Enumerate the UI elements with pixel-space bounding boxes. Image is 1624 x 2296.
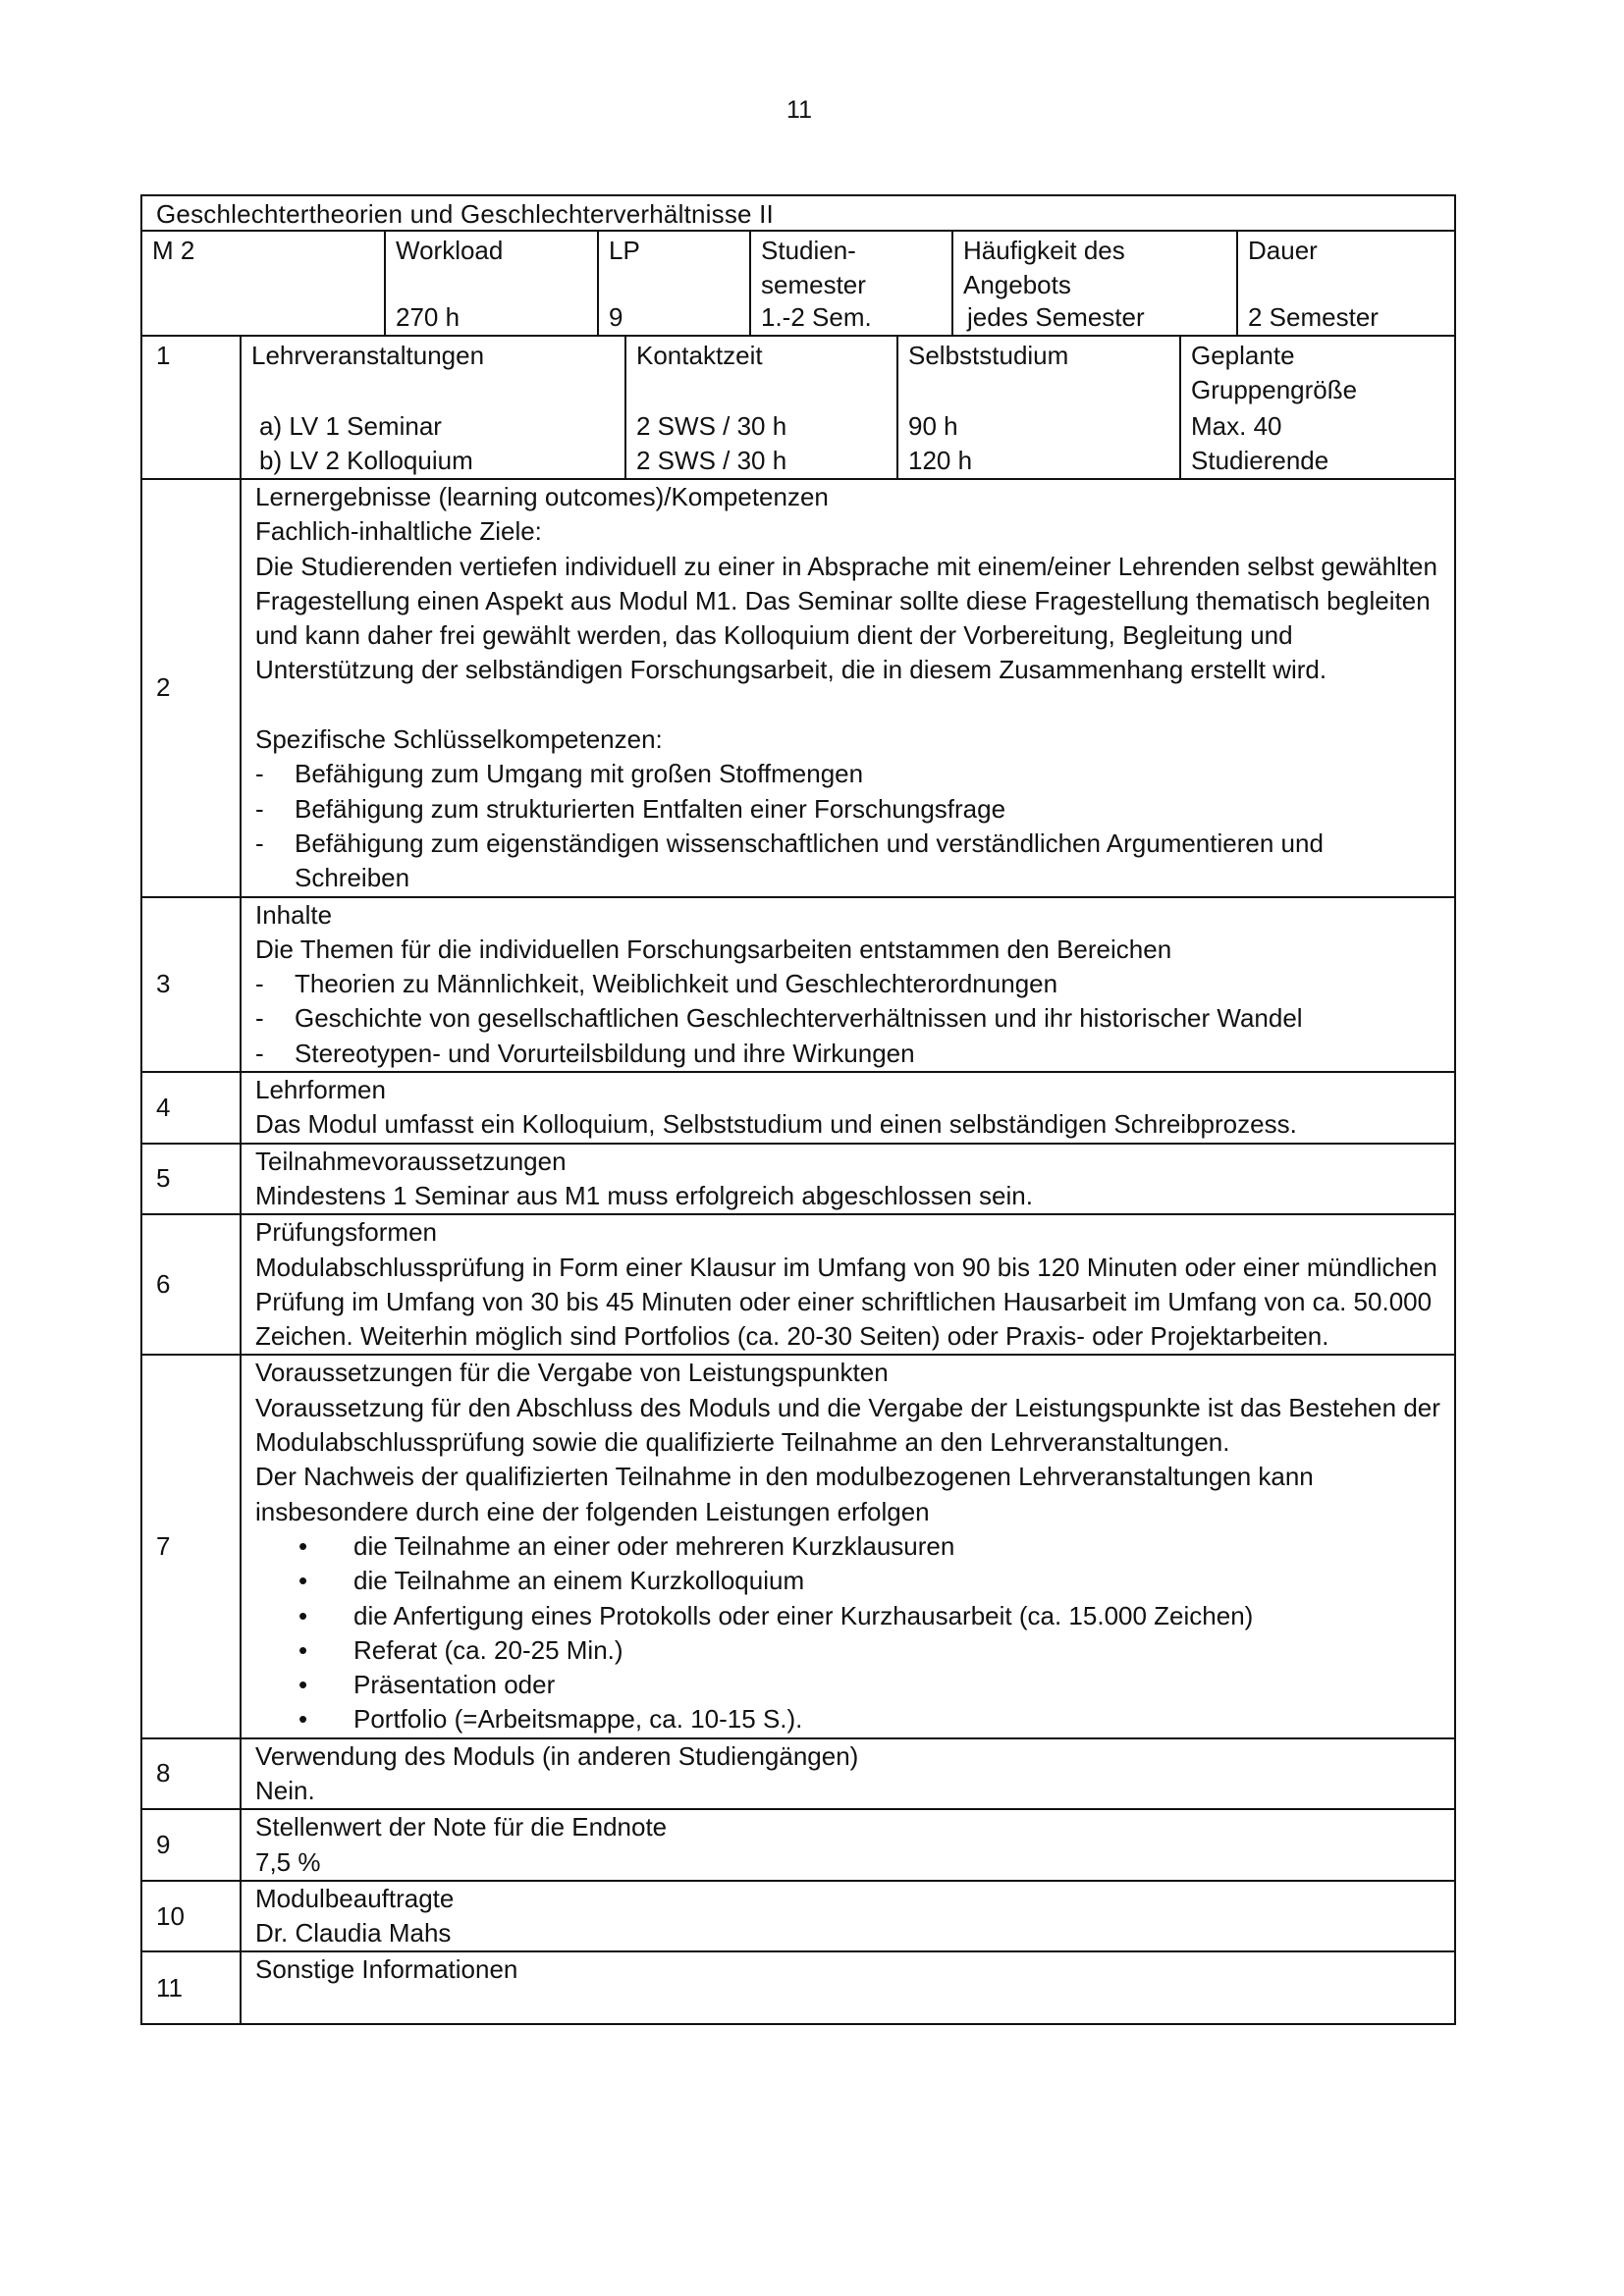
self-study-column — [896, 337, 1179, 478]
row-heading: Voraussetzungen für die Vergabe von Leistungspunkten — [255, 1358, 889, 1388]
table-row — [142, 1356, 1454, 1738]
list-item: • Portfolio (=Arbeitsmappe, ca. 10-15 S.). — [255, 1702, 1444, 1736]
list-item: • die Teilnahme an einem Kurzkolloquium — [255, 1564, 1444, 1598]
row-heading: Teilnahmevoraussetzungen — [255, 1146, 567, 1176]
group-size-value: Studierende — [1191, 446, 1329, 475]
table-row — [142, 337, 1454, 480]
module-code-cell — [142, 232, 384, 335]
grade-weight — [242, 1810, 1454, 1880]
semester-cell — [749, 232, 951, 335]
row-number: 1 — [142, 337, 242, 478]
workload-label: Workload — [396, 236, 504, 265]
row-number: 9 — [142, 1810, 242, 1880]
row-heading: Prüfungsformen — [255, 1217, 437, 1248]
row-text: 7,5 % — [255, 1846, 321, 1877]
achievements-list — [255, 1529, 1444, 1737]
row-number: 8 — [142, 1739, 242, 1809]
workload-value: 270 h — [396, 302, 460, 332]
lp-cell — [597, 232, 749, 335]
row-text: Modulabschlussprüfung in Form einer Klausur im Umfang von 90 bis 120 Minuten oder einer mündlichen Prüfung im Umfang von 30 bis 45 Minuten oder einer schriftlichen Hausarbeit im Umfang von ca. 50.000 Zeichen. Weiterhin möglich sind Portfolios (ca. 20-30 Seiten) oder Praxis- oder Projektarbeiten. — [255, 1252, 1437, 1352]
row-heading: Modulbeauftragte — [255, 1883, 455, 1913]
lp-label: LP — [609, 236, 640, 265]
frequency-value: jedes Semester — [967, 302, 1145, 332]
row-number: 3 — [142, 898, 242, 1071]
duration-value: 2 Semester — [1248, 302, 1379, 332]
frequency-cell — [951, 232, 1236, 335]
contact-value: 2 SWS / 30 h — [636, 411, 787, 441]
page-number: 11 — [786, 96, 812, 124]
row-number: 10 — [142, 1882, 242, 1951]
courses-grid — [242, 337, 1454, 478]
semester-value: 1.-2 Sem. — [761, 302, 872, 332]
self-study-label: Selbststudium — [908, 341, 1069, 370]
row-number: 2 — [142, 480, 242, 896]
list-item: • Referat (ca. 20-25 Min.) — [255, 1633, 1444, 1668]
contact-label: Kontaktzeit — [636, 341, 763, 370]
group-size-label: Geplante Gruppengröße — [1191, 341, 1358, 404]
teaching-forms — [242, 1073, 1454, 1143]
table-row — [142, 1810, 1454, 1882]
table-row — [142, 898, 1454, 1073]
credit-requirements — [242, 1356, 1454, 1736]
list-item: - Geschichte von gesellschaftlichen Geschlechterverhältnissen und ihr historischer Wandel — [255, 1001, 1444, 1036]
exam-forms — [242, 1215, 1454, 1354]
row-text: Die Studierenden vertiefen individuell zu einer in Absprache mit einem/einer Lehrenden selbst gewählten Fragestellung einen Aspekt aus Modul M1. Das Seminar sollte diese Fragestellung thematisch begleiten und kann daher frei gewählt werden, das Kolloquium dient der Vorbereitung, Begleitung und Unterstützung der selbständigen Forschungsarbeit, die in diesem Zusammenhang erstellt wird. — [255, 551, 1437, 685]
course-item: b) LV 2 Kolloquium — [259, 446, 473, 475]
duration-label: Dauer — [1248, 236, 1318, 265]
frequency-label: Häufigkeit des Angebots — [963, 236, 1125, 299]
skills-list — [255, 757, 1444, 895]
contact-value: 2 SWS / 30 h — [636, 446, 787, 475]
contents-section — [242, 898, 1454, 1071]
row-subheading: Fachlich-inhaltliche Ziele: — [255, 516, 542, 547]
list-item: - Theorien zu Männlichkeit, Weiblichkeit und Geschlechterordnungen — [255, 967, 1444, 1001]
row-heading: Sonstige Informationen — [255, 1954, 518, 1985]
duration-cell — [1236, 232, 1454, 335]
list-item: • die Teilnahme an einer oder mehreren Kurzklausuren — [255, 1529, 1444, 1564]
group-size-column — [1179, 337, 1454, 478]
workload-cell — [384, 232, 597, 335]
module-header-row — [142, 232, 1454, 337]
contact-column — [624, 337, 896, 478]
table-row — [142, 1215, 1454, 1356]
module-code: M 2 — [152, 236, 195, 265]
row-number: 7 — [142, 1356, 242, 1736]
row-heading: Inhalte — [255, 899, 333, 930]
module-coordinator — [242, 1882, 1454, 1951]
group-size-value: Max. 40 — [1191, 411, 1282, 441]
courses-column — [242, 337, 624, 478]
list-item: - Befähigung zum eigenständigen wissenschaftlichen und verständlichen Argumentieren und Schreiben — [255, 827, 1444, 896]
table-row — [142, 1145, 1454, 1216]
table-row — [142, 1739, 1454, 1811]
row-number: 11 — [142, 1952, 242, 2023]
list-item: - Befähigung zum Umgang mit großen Stoffmengen — [255, 757, 1444, 791]
row-number: 5 — [142, 1145, 242, 1214]
row-number: 4 — [142, 1073, 242, 1143]
list-item: - Stereotypen- und Vorurteilsbildung und ihre Wirkungen — [255, 1037, 1444, 1071]
course-item: a) LV 1 Seminar — [259, 411, 442, 441]
module-title: Geschlechtertheorien und Geschlechterverhältnisse II — [142, 196, 1454, 232]
table-row — [142, 1952, 1454, 2023]
list-item: - Befähigung zum strukturierten Entfalten einer Forschungsfrage — [255, 792, 1444, 827]
row-text: Dr. Claudia Mahs — [255, 1918, 452, 1949]
row-number: 6 — [142, 1215, 242, 1354]
row-text: Mindestens 1 Seminar aus M1 muss erfolgreich abgeschlossen sein. — [255, 1180, 1033, 1210]
row-text: Die Themen für die individuellen Forschungsarbeiten entstammen den Bereichen — [255, 934, 1172, 964]
table-row — [142, 1882, 1454, 1953]
row-text: Nein. — [255, 1775, 315, 1805]
topics-list — [255, 967, 1444, 1071]
row-heading: Lernergebnisse (learning outcomes)/Kompetenzen — [255, 482, 829, 511]
module-usage — [242, 1739, 1454, 1809]
other-information — [242, 1952, 1454, 2023]
row-heading: Stellenwert der Note für die Endnote — [255, 1812, 668, 1842]
row-text: Das Modul umfasst ein Kolloquium, Selbststudium und einen selbständigen Schreibprozess. — [255, 1109, 1297, 1140]
row-text: Voraussetzung für den Abschluss des Moduls und die Vergabe der Leistungspunkte ist das Bestehen der Modulabschlussprüfung sowie die qualifizierte Teilnahme an den Lehrveranstaltungen. — [255, 1392, 1440, 1458]
learning-outcomes — [242, 480, 1454, 896]
table-row — [142, 480, 1454, 898]
lp-value: 9 — [609, 302, 623, 332]
row-text: Der Nachweis der qualifizierten Teilnahme in den modulbezogenen Lehrveranstaltungen kann insbesondere durch eine der folgenden Leistungen erfolgen — [255, 1462, 1314, 1526]
self-study-value: 120 h — [908, 446, 973, 475]
courses-label: Lehrveranstaltungen — [251, 341, 485, 370]
row-heading: Verwendung des Moduls (in anderen Studiengängen) — [255, 1740, 859, 1771]
list-item: • Präsentation oder — [255, 1668, 1444, 1702]
skills-heading: Spezifische Schlüsselkompetenzen: — [255, 724, 663, 755]
row-heading: Lehrformen — [255, 1075, 386, 1105]
module-table — [140, 194, 1456, 2025]
semester-label: Studien- semester — [761, 236, 866, 299]
self-study-value: 90 h — [908, 411, 958, 441]
table-row — [142, 1073, 1454, 1145]
list-item: • die Anfertigung eines Protokolls oder einer Kurzhausarbeit (ca. 15.000 Zeichen) — [255, 1599, 1444, 1633]
prerequisites — [242, 1145, 1454, 1214]
